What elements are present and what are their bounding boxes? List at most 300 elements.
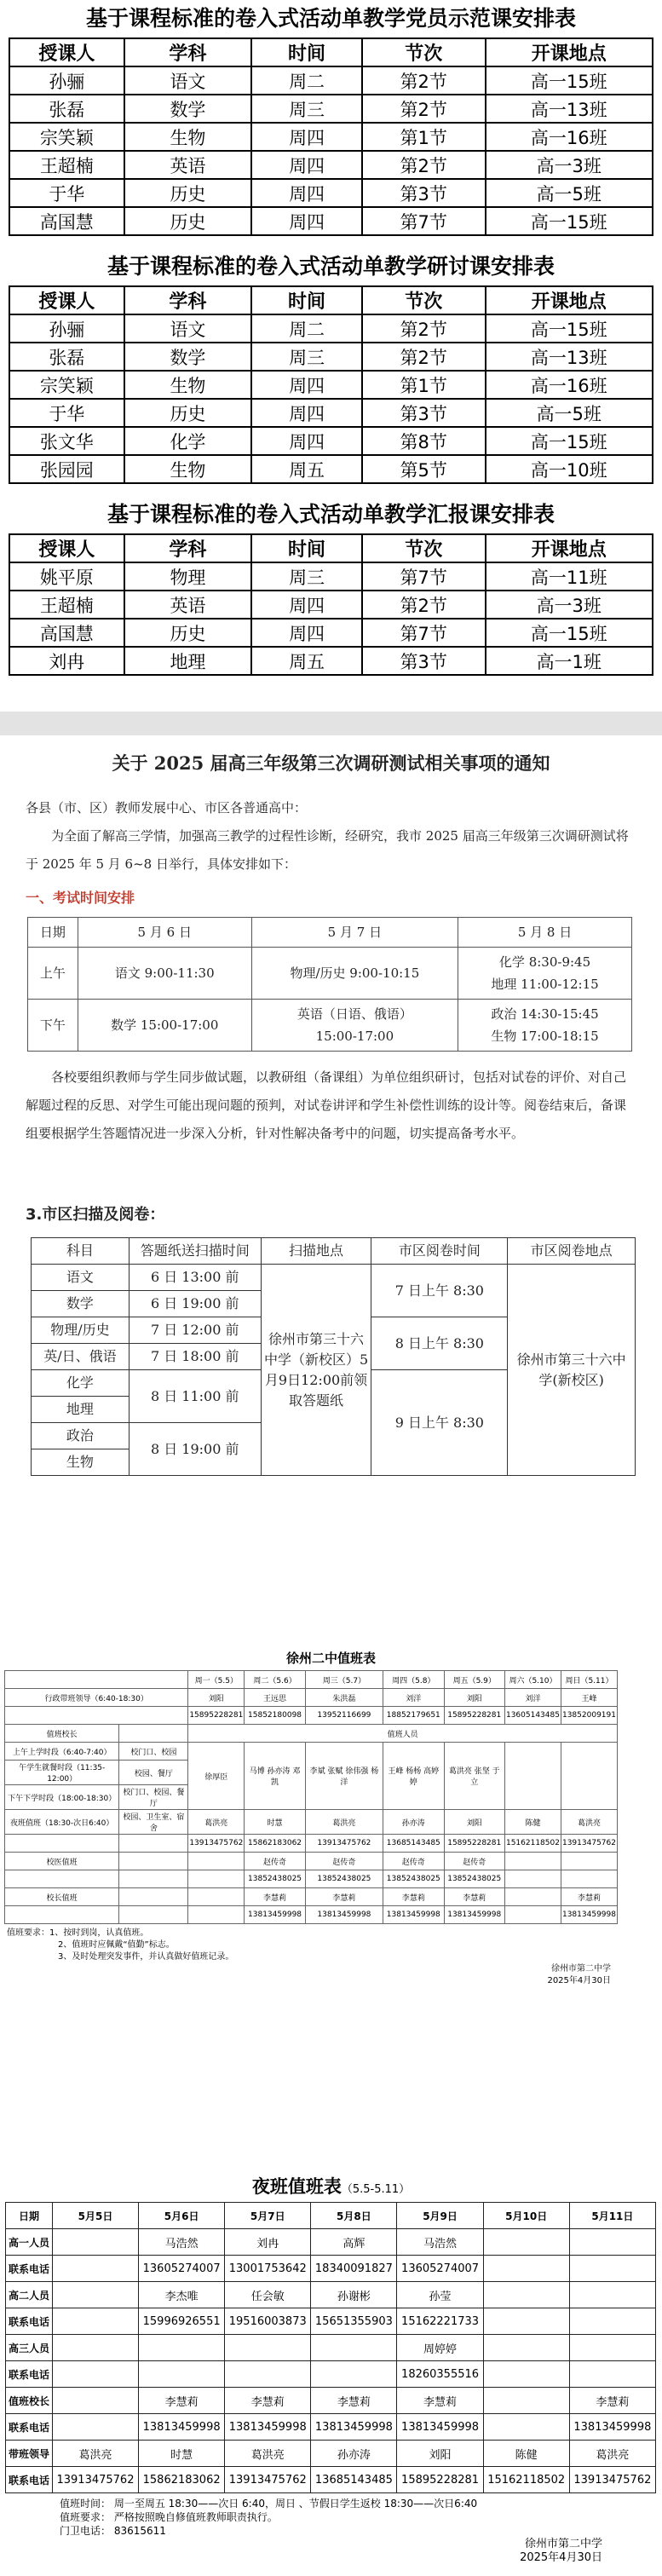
- night-cell: [483, 2335, 569, 2361]
- review-place: 徐州市第三十六中学(新校区): [508, 1265, 636, 1476]
- schedule-header: 授课人: [9, 38, 124, 66]
- schedule-cell: 周四: [251, 123, 362, 151]
- duty-row: [5, 1743, 618, 1761]
- schedules-section: [0, 0, 662, 676]
- night-cell: 葛洪亮: [569, 2441, 655, 2467]
- night-cell: [52, 2414, 138, 2441]
- schedule-cell: 高一5班: [486, 399, 653, 427]
- duty-day: 周一（5.5）: [188, 1671, 245, 1689]
- scan-subject: 政治: [32, 1423, 130, 1449]
- schedule-row: [9, 66, 653, 95]
- schedule-header: 开课地点: [486, 534, 653, 562]
- schedule-cell: 周四: [251, 151, 362, 179]
- schedule-cell: 高一3班: [486, 591, 653, 619]
- duty-row: [5, 1810, 618, 1835]
- night-cell: [569, 2256, 655, 2282]
- night-row: [6, 2414, 656, 2441]
- schedule-cell: 生物: [124, 371, 252, 399]
- scan-subject: 英/日、俄语: [32, 1344, 130, 1370]
- exam-cell: 下午: [28, 1000, 78, 1052]
- duty-place: 校园、卫生室、宿舍: [119, 1810, 188, 1835]
- duty-names: 徐厚臣: [188, 1743, 245, 1810]
- schedule-cell: 周四: [251, 179, 362, 207]
- night-cell: 13813459998: [225, 2414, 311, 2441]
- duty-day: 周四（5.8）: [383, 1671, 444, 1689]
- schedule-cell: 周三: [251, 95, 362, 123]
- schedule-table: [9, 37, 653, 236]
- night-row-label: 联系电话: [6, 2308, 53, 2335]
- schedule-cell: 周四: [251, 399, 362, 427]
- scan-time: 6 日 19:00 前: [129, 1291, 261, 1317]
- duty-principal-name: 李慧莉: [444, 1888, 504, 1906]
- duty-day: 周二（5.6）: [245, 1671, 305, 1689]
- duty-phone: [561, 1870, 617, 1888]
- schedule-cell: 第3节: [362, 399, 486, 427]
- night-row-label: 带班领导: [6, 2441, 53, 2467]
- schedule-cell: 高一13班: [486, 343, 653, 371]
- duty-day: 周五（5.9）: [444, 1671, 504, 1689]
- duty-note: 值班要求：1、按时到岗，认真值班。: [7, 1928, 149, 1938]
- night-row: [6, 2388, 656, 2414]
- schedule-header: 学科: [124, 286, 252, 314]
- duty-leader: 王峰: [561, 1689, 617, 1707]
- night-header: 5月11日: [569, 2203, 655, 2229]
- night-cell: [569, 2229, 655, 2256]
- schedule-cell: 第8节: [362, 427, 486, 455]
- scan-time: 7 日 18:00 前: [129, 1344, 261, 1370]
- schedule-cell: 第2节: [362, 591, 486, 619]
- schedule-header: 时间: [251, 38, 362, 66]
- schedule-cell: 历史: [124, 399, 252, 427]
- exam-time-table: [27, 917, 632, 1052]
- duty-principal-name: 李慧莉: [561, 1888, 617, 1906]
- duty-phone: 15162118502: [504, 1835, 561, 1853]
- duty-leader: 朱洪磊: [305, 1689, 383, 1707]
- schedule-table: [9, 285, 653, 484]
- schedule-row: [9, 343, 653, 371]
- night-row: [6, 2229, 656, 2256]
- night-header: 5月10日: [483, 2203, 569, 2229]
- scan-header: 扫描地点: [261, 1238, 371, 1265]
- night-note: 值班要求： 严格按照晚自修值班教师职责执行。: [60, 2511, 278, 2523]
- exam-notice: [0, 733, 662, 1476]
- night-cell: 葛洪亮: [225, 2441, 311, 2467]
- night-cell: [483, 2388, 569, 2414]
- schedule-row: [9, 151, 653, 179]
- schedule-header: 节次: [362, 286, 486, 314]
- duty-phone: 18852179651: [383, 1707, 444, 1725]
- scan-subject: 物理/历史: [32, 1317, 130, 1344]
- schedule-cell: 宗笑颖: [9, 123, 124, 151]
- night-cell: 15862183062: [139, 2467, 225, 2493]
- duty-names: 葛洪亮 张坚 于立: [444, 1743, 504, 1810]
- scan-time: 7 日 12:00 前: [129, 1317, 261, 1344]
- night-row-label: 联系电话: [6, 2414, 53, 2441]
- night-row: [6, 2335, 656, 2361]
- night-cell: 15651355903: [311, 2308, 397, 2335]
- night-cell: 孙亦涛: [311, 2441, 397, 2467]
- duty-sign-date: 2025年4月30日: [547, 1976, 611, 1985]
- schedule-row: [9, 562, 653, 591]
- duty-phone: [504, 1870, 561, 1888]
- night-cell: 马浩然: [397, 2229, 483, 2256]
- schedule-cell: 周二: [251, 66, 362, 95]
- notice-intro: 为全面了解高三学情，加强高三教学的过程性诊断，经研究，我市 2025 届高三年级第三次调研测试将于 2025 年 5 月 6~8 日举行，具体安排如下：: [26, 828, 629, 872]
- duty-names: 李斌 张赋 徐伟强 杨洋: [305, 1743, 383, 1810]
- schedule-header: 授课人: [9, 534, 124, 562]
- schedule-title: 基于课程标准的卷入式活动单教学研讨课安排表: [106, 254, 555, 279]
- night-header: 5月8日: [311, 2203, 397, 2229]
- duty-label: 行政带班领导（6:40-18:30）: [5, 1689, 188, 1707]
- schedule-row: [9, 619, 653, 647]
- night-row-label: 高三人员: [6, 2335, 53, 2361]
- notice-para2: 各校要组织教师与学生同步做试题，以教研组（备课组）为单位组织研讨，包括对试卷的评价、对自己解题过程的反思、对学生可能出现问题的预判，对试卷讲评和学生补偿性训练的设计等。阅卷结束后，备课组要根据学生答题情况进一步深入分析，针对性解决备考中的问题，切实提高备考水平。: [26, 1069, 627, 1141]
- duty-label: 值班人员: [188, 1725, 618, 1743]
- schedule-cell: 第3节: [362, 647, 486, 675]
- night-header: 日期: [6, 2203, 53, 2229]
- duty-phone: 13813459998: [245, 1906, 305, 1924]
- schedule-cell: 周四: [251, 591, 362, 619]
- duty-phone: 15862183062: [245, 1835, 305, 1853]
- night-cell: 13813459998: [569, 2414, 655, 2441]
- night-cell: [139, 2361, 225, 2388]
- night-cell: [52, 2282, 138, 2308]
- schedule-cell: 高一16班: [486, 371, 653, 399]
- duty-blank: [119, 1870, 188, 1888]
- schedule-cell: 历史: [124, 619, 252, 647]
- schedule-title: 基于课程标准的卷入式活动单教学汇报课安排表: [106, 502, 555, 527]
- schedule-cell: 高一10班: [486, 455, 653, 483]
- scan-header: 答题纸送扫描时间: [129, 1238, 261, 1265]
- notice-section1: 一、考试时间安排: [26, 890, 135, 906]
- schedule-cell: 第1节: [362, 123, 486, 151]
- schedule-row: [9, 399, 653, 427]
- duty-blank: [119, 1725, 188, 1743]
- schedule-row: [9, 314, 653, 343]
- schedule-cell: 历史: [124, 179, 252, 207]
- schedule-cell: 周五: [251, 647, 362, 675]
- night-cell: [139, 2335, 225, 2361]
- night-title: [0, 2173, 662, 2199]
- schedule-cell: 高一15班: [486, 619, 653, 647]
- schedule-cell: 高国慧: [9, 207, 124, 235]
- night-cell: 李杰唯: [139, 2282, 225, 2308]
- night-cell: 13913475762: [569, 2467, 655, 2493]
- night-row-label: 联系电话: [6, 2256, 53, 2282]
- duty-day: 周六（5.10）: [504, 1671, 561, 1689]
- night-header: 5月7日: [225, 2203, 311, 2229]
- exam-header: 5 月 6 日: [78, 918, 251, 948]
- duty-row: [5, 1689, 618, 1707]
- night-sign-date: 2025年4月30日: [520, 2551, 602, 2564]
- schedule-cell: 英语: [124, 151, 252, 179]
- night-cell: [311, 2335, 397, 2361]
- scan-table: [31, 1237, 636, 1476]
- exam-header: 5 月 8 日: [458, 918, 632, 948]
- exam-cell: 上午: [28, 948, 78, 1000]
- duty-row: [5, 1671, 618, 1689]
- schedule-cell: 周四: [251, 619, 362, 647]
- night-cell: 李慧莉: [311, 2388, 397, 2414]
- scan-time: 6 日 13:00 前: [129, 1265, 261, 1291]
- schedule-cell: 周三: [251, 562, 362, 591]
- night-cell: 13605274007: [397, 2256, 483, 2282]
- duty-label: 夜班值班（18:30-次日6:40）: [5, 1810, 119, 1835]
- night-cell: 15895228281: [397, 2467, 483, 2493]
- duty-day: 周三（5.7）: [305, 1671, 383, 1689]
- duty-leader: 刘洋: [504, 1689, 561, 1707]
- duty-label: 午学生就餐时段（11:35-12:00）: [5, 1761, 119, 1785]
- schedule-row: [9, 455, 653, 483]
- duty-label: 上午上学时段（6:40-7:40）: [5, 1743, 119, 1761]
- night-note: 门卫电话： 83615611: [60, 2525, 166, 2537]
- duty-phone: 13852009191: [561, 1707, 617, 1725]
- duty-leader: 刘阳: [444, 1689, 504, 1707]
- schedule-cell: 第2节: [362, 66, 486, 95]
- scan-subject: 语文: [32, 1265, 130, 1291]
- duty-day: 周日（5.11）: [561, 1671, 617, 1689]
- schedule-header: 授课人: [9, 286, 124, 314]
- schedule-cell: 姚平原: [9, 562, 124, 591]
- schedule-row: [9, 95, 653, 123]
- duty-phone: 13813459998: [305, 1906, 383, 1924]
- schedule-cell: 语文: [124, 314, 252, 343]
- schedule-cell: 高一15班: [486, 207, 653, 235]
- schedule-cell: 高国慧: [9, 619, 124, 647]
- night-title-text: 夜班值班表: [251, 2176, 342, 2197]
- night-cell: 15162118502: [483, 2467, 569, 2493]
- duty-phone: 15852180098: [245, 1707, 305, 1725]
- duty-dorm-name: 赵传奇: [383, 1853, 444, 1870]
- duty-dorm-name: 赵传奇: [444, 1853, 504, 1870]
- duty-dorm-name: [504, 1853, 561, 1870]
- scan-header: 市区阅卷地点: [508, 1238, 636, 1265]
- night-title-range: （5.5-5.11）: [341, 2183, 411, 2196]
- duty-principal-name: [504, 1888, 561, 1906]
- night-cell: 13813459998: [311, 2414, 397, 2441]
- schedule-cell: 化学: [124, 427, 252, 455]
- duty-row: [5, 1853, 618, 1870]
- duty-roster: [0, 1649, 662, 1987]
- schedule-cell: 高一15班: [486, 427, 653, 455]
- scan-time: 8 日 11:00 前: [129, 1370, 261, 1423]
- duty-leader: 刘阳: [188, 1689, 245, 1707]
- schedule-cell: 第3节: [362, 179, 486, 207]
- duty-leader: 刘洋: [383, 1689, 444, 1707]
- duty-label: 值班校长: [5, 1725, 119, 1743]
- schedule-cell: 孙骊: [9, 66, 124, 95]
- duty-blank: [5, 1906, 119, 1924]
- duty-corner: [5, 1671, 188, 1689]
- night-cell: [52, 2229, 138, 2256]
- night-row: [6, 2256, 656, 2282]
- schedule-table: [9, 533, 653, 676]
- duty-dorm-name: 赵传奇: [245, 1853, 305, 1870]
- night-header: 5月9日: [397, 2203, 483, 2229]
- night-cell: 李慧莉: [569, 2388, 655, 2414]
- duty-title: 徐州二中值班表: [285, 1651, 376, 1666]
- schedule-cell: 数学: [124, 95, 252, 123]
- duty-row: [5, 1888, 618, 1906]
- night-cell: [52, 2308, 138, 2335]
- scan-header: 科目: [32, 1238, 130, 1265]
- night-cell: [483, 2256, 569, 2282]
- duty-note: 2、值班时应佩戴“值勤”标志。: [58, 1940, 175, 1950]
- night-row-label: 高一人员: [6, 2229, 53, 2256]
- duty-dorm-name: [561, 1853, 617, 1870]
- schedule-cell: 周四: [251, 207, 362, 235]
- duty-night-name: 孙亦涛: [383, 1810, 444, 1835]
- schedule-header: 学科: [124, 534, 252, 562]
- schedule-row: [9, 179, 653, 207]
- schedule-header: 开课地点: [486, 38, 653, 66]
- duty-row: [5, 1725, 618, 1743]
- night-cell: [483, 2361, 569, 2388]
- night-row-label: 值班校长: [6, 2388, 53, 2414]
- review-time: 7 日上午 8:30: [371, 1265, 508, 1317]
- night-header: 5月5日: [52, 2203, 138, 2229]
- duty-phone: [188, 1870, 245, 1888]
- night-cell: 18340091827: [311, 2256, 397, 2282]
- scan-subject: 地理: [32, 1397, 130, 1423]
- schedule-cell: 周四: [251, 427, 362, 455]
- night-notes: [60, 2497, 662, 2538]
- duty-names: [561, 1743, 617, 1810]
- night-sign-org: 徐州市第二中学: [524, 2538, 602, 2550]
- exam-cell: 语文 9:00-11:30: [78, 948, 251, 1000]
- duty-place: 校门口、校园: [119, 1743, 188, 1761]
- night-cell: [52, 2256, 138, 2282]
- night-header: 5月6日: [139, 2203, 225, 2229]
- schedule-cell: 张磊: [9, 343, 124, 371]
- scan-subject: 生物: [32, 1449, 130, 1476]
- schedule-row: [9, 371, 653, 399]
- night-cell: 13813459998: [139, 2414, 225, 2441]
- duty-night-name: 葛洪亮: [188, 1810, 245, 1835]
- schedule-title: 基于课程标准的卷入式活动单教学党员示范课安排表: [85, 6, 576, 31]
- schedule-cell: 张园园: [9, 455, 124, 483]
- schedule-cell: 第1节: [362, 371, 486, 399]
- night-cell: 任会敏: [225, 2282, 311, 2308]
- night-cell: 高辉: [311, 2229, 397, 2256]
- duty-blank: [119, 1853, 188, 1870]
- schedule-cell: 语文: [124, 66, 252, 95]
- night-cell: 13913475762: [225, 2467, 311, 2493]
- night-row-label: 联系电话: [6, 2467, 53, 2493]
- night-cell: 刘冉: [225, 2229, 311, 2256]
- duty-phone: 15895228281: [444, 1835, 504, 1853]
- duty-dorm-name: 赵传奇: [305, 1853, 383, 1870]
- duty-blank: [5, 1707, 188, 1725]
- schedule-cell: 王超楠: [9, 591, 124, 619]
- night-cell: [483, 2308, 569, 2335]
- night-row-label: 高二人员: [6, 2282, 53, 2308]
- night-cell: 13913475762: [52, 2467, 138, 2493]
- schedule-cell: 于华: [9, 399, 124, 427]
- schedule-cell: 第2节: [362, 314, 486, 343]
- night-header-row: [6, 2203, 656, 2229]
- duty-names: [504, 1743, 561, 1810]
- duty-principal-name: 李慧莉: [383, 1888, 444, 1906]
- review-time: 9 日上午 8:30: [371, 1370, 508, 1476]
- schedule-header: 时间: [251, 286, 362, 314]
- night-table: [5, 2202, 656, 2493]
- duty-blank: [5, 1870, 119, 1888]
- night-cell: 13605274007: [139, 2256, 225, 2282]
- night-row: [6, 2282, 656, 2308]
- schedule-cell: 高一5班: [486, 179, 653, 207]
- night-cell: [225, 2361, 311, 2388]
- schedule-cell: 刘冉: [9, 647, 124, 675]
- schedule-cell: 第5节: [362, 455, 486, 483]
- night-note: 值班时间： 周一至周五 18:30——次日 6:40，周日 、节假日学生返校 18:30——次日6:40: [60, 2498, 478, 2510]
- night-cell: [225, 2335, 311, 2361]
- duty-note: 3、及时处理突发事件，并认真做好值班记录。: [58, 1952, 234, 1962]
- schedule-row: [9, 591, 653, 619]
- night-cell: 李慧莉: [139, 2388, 225, 2414]
- duty-phone: 13852438025: [245, 1870, 305, 1888]
- duty-names: 马博 孙亦涛 邓凯: [245, 1743, 305, 1810]
- night-cell: 时慧: [139, 2441, 225, 2467]
- schedule-cell: 第7节: [362, 619, 486, 647]
- scan-subject: 数学: [32, 1291, 130, 1317]
- schedule-row: [9, 207, 653, 235]
- night-duty: [0, 2173, 662, 2565]
- schedule-cell: 张磊: [9, 95, 124, 123]
- night-cell: 李慧莉: [225, 2388, 311, 2414]
- night-cell: 15996926551: [139, 2308, 225, 2335]
- night-cell: [52, 2388, 138, 2414]
- night-cell: 陈健: [483, 2441, 569, 2467]
- duty-phone: 13852438025: [305, 1870, 383, 1888]
- night-cell: 孙莹: [397, 2282, 483, 2308]
- exam-cell: 化学 8:30-9:45 地理 11:00-12:15: [458, 948, 632, 1000]
- duty-leader: 王远思: [245, 1689, 305, 1707]
- duty-night-name: 刘阳: [444, 1810, 504, 1835]
- duty-label: 下午下学时段（18:00-18:30）: [5, 1785, 119, 1810]
- duty-phone: 13605143485: [504, 1707, 561, 1725]
- schedule-cell: 第2节: [362, 151, 486, 179]
- exam-cell: 政治 14:30-15:45 生物 17:00-18:15: [458, 1000, 632, 1052]
- schedule-cell: 高一3班: [486, 151, 653, 179]
- duty-dorm-name: [188, 1853, 245, 1870]
- duty-principal-name: [188, 1888, 245, 1906]
- night-cell: 13685143485: [311, 2467, 397, 2493]
- exam-header: 5 月 7 日: [251, 918, 458, 948]
- schedule-header: 节次: [362, 38, 486, 66]
- schedule-header: 节次: [362, 534, 486, 562]
- duty-label: 校医值班: [5, 1853, 119, 1870]
- schedule-cell: 王超楠: [9, 151, 124, 179]
- duty-phone: 13913475762: [188, 1835, 245, 1853]
- duty-table: [4, 1670, 618, 1924]
- night-cell: [52, 2335, 138, 2361]
- scan-section-title: 3.市区扫描及阅卷：: [26, 1206, 165, 1224]
- duty-principal-name: 李慧莉: [305, 1888, 383, 1906]
- duty-principal-name: 李慧莉: [245, 1888, 305, 1906]
- night-row: [6, 2441, 656, 2467]
- duty-night-name: 葛洪亮: [561, 1810, 617, 1835]
- schedule-cell: 于华: [9, 179, 124, 207]
- schedule-cell: 高一15班: [486, 314, 653, 343]
- scan-header: 市区阅卷时间: [371, 1238, 508, 1265]
- duty-blank: [5, 1835, 119, 1853]
- duty-place: 校园、餐厅: [119, 1761, 188, 1785]
- scan-place: 徐州市第三十六中学（新校区）5月9日12:00前领取答题纸: [261, 1265, 371, 1476]
- exam-cell: 英语（日语、俄语） 15:00-17:00: [251, 1000, 458, 1052]
- night-row: [6, 2361, 656, 2388]
- duty-notes: [7, 1928, 662, 1963]
